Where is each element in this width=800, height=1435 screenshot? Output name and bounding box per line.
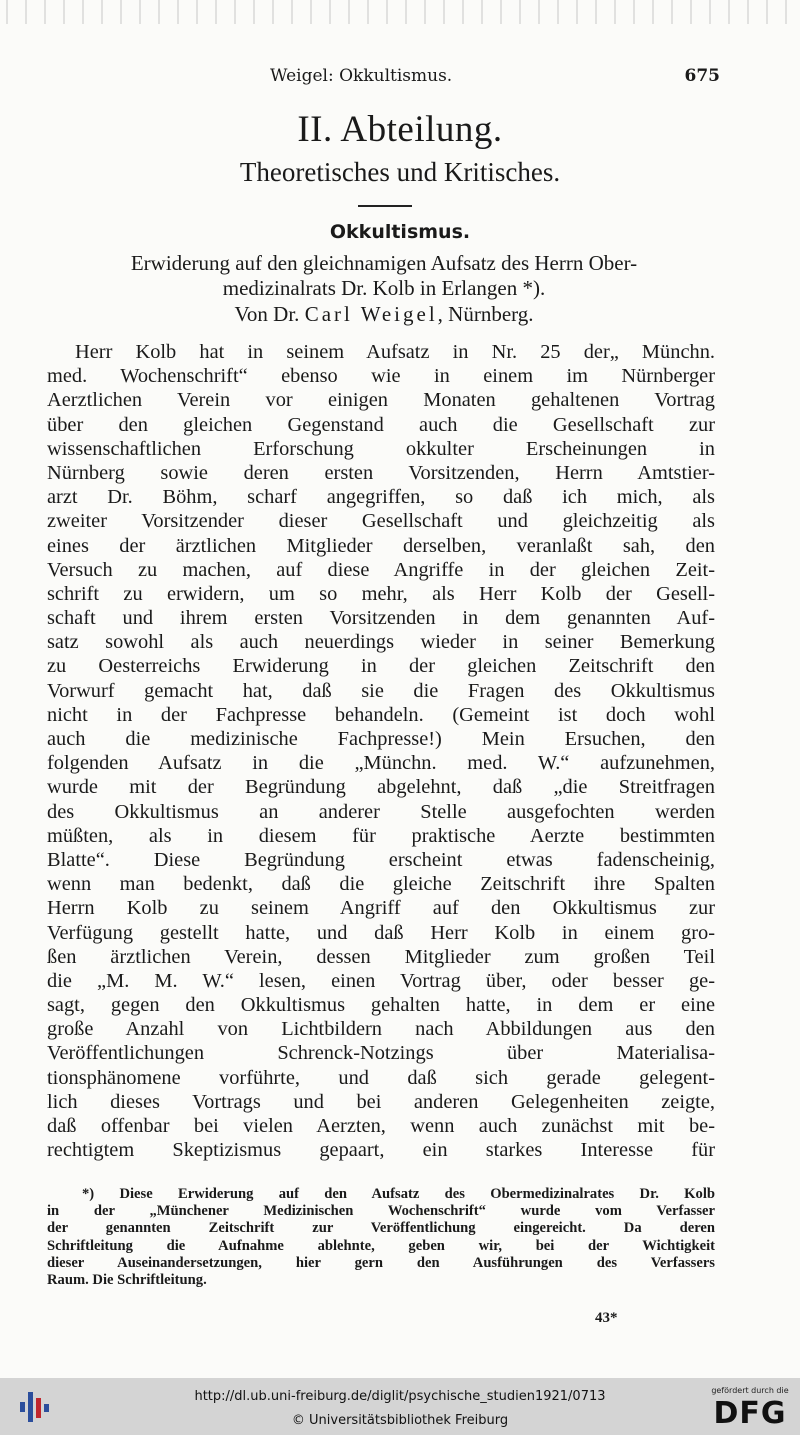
text-line: sagt, gegen den Okkultismus gehalten hatte, in dem er eine bbox=[47, 994, 715, 1017]
dfg-logo: DFG bbox=[713, 1396, 787, 1431]
text-line: lich dieses Vortrags und bei anderen Gelegenheiten zeigte, bbox=[47, 1090, 715, 1113]
article-title: Okkultismus. bbox=[329, 221, 471, 243]
footnote-line: der genannten Zeitschrift zur Veröffentlichung eingereicht. Da deren bbox=[47, 1220, 715, 1237]
copyright-notice: © Universitätsbibliothek Freiburg bbox=[291, 1413, 509, 1428]
text-line: des Okkultismus an anderer Stelle ausgefochten werden bbox=[47, 800, 715, 823]
text-line: Aerztlichen Verein vor einigen Monaten gehaltenen Vortrag bbox=[47, 389, 715, 412]
title-rule bbox=[358, 205, 412, 207]
text-line: ßen ärztlichen Verein, dessen Mitglieder zum großen Teil bbox=[47, 945, 715, 968]
text-line: arzt Dr. Böhm, scharf angegriffen, so daß ich mich, als bbox=[47, 486, 715, 509]
text-line: Verfügung gestellt hatte, und daß Herr Kolb in einem gro- bbox=[47, 921, 715, 944]
article-subtitle bbox=[48, 251, 720, 301]
text-line: über den gleichen Gegenstand auch die Gesellschaft zur bbox=[47, 413, 715, 436]
text-line: Blatte“. Diese Begründung erscheint etwas fadenscheinig, bbox=[47, 848, 715, 871]
footnote-line: *) Diese Erwiderung auf den Aufsatz des Obermedizinalrates Dr. Kolb bbox=[82, 1186, 715, 1202]
funded-by-label: gefördert durch die bbox=[711, 1386, 789, 1395]
author-name: Carl Weigel bbox=[304, 302, 438, 326]
text-line: satz sowohl als auch neuerdings wieder in seiner Bemerkung bbox=[47, 631, 715, 654]
footnote-line: in der „Münchener Medizinischen Wochenschrift“ wurde vom Verfasser bbox=[47, 1203, 715, 1220]
text-line: die „M. M. W.“ lesen, einen Vortrag über, oder besser ge- bbox=[47, 969, 715, 992]
page-number: 675 bbox=[684, 66, 720, 86]
text-line: auch die medizinische Fachpresse!) Mein Ersuchen, den bbox=[47, 728, 715, 750]
subtitle-line: medizinalrats Dr. Kolb in Erlangen *). bbox=[222, 276, 546, 300]
text-line: rechtigtem Skeptizismus gepaart, ein starkes Interesse für bbox=[47, 1139, 715, 1162]
byline-suffix: , Nürnberg. bbox=[437, 302, 534, 326]
body-text bbox=[47, 340, 715, 1162]
footnote-line: Schriftleitung die Aufnahme ablehnte, geben wir, bei der Wichtigkeit bbox=[47, 1237, 715, 1254]
footnote bbox=[47, 1186, 715, 1289]
scan-edge-noise bbox=[0, 0, 800, 24]
text-line: Herrn Kolb zu seinem Angriff auf den Okkultismus zur bbox=[47, 897, 715, 920]
text-line: Veröffentlichungen Schrenck-Notzings über Materialisa- bbox=[47, 1042, 715, 1065]
signature-mark: 43* bbox=[595, 1310, 618, 1326]
running-title: Weigel: Okkultismus. bbox=[270, 66, 453, 86]
text-line: Vorwurf gemacht hat, daß sie die Fragen des Okkultismus bbox=[47, 679, 715, 702]
document-url[interactable]: http://dl.ub.uni-freiburg.de/diglit/psychische_studien1921/0713 bbox=[194, 1389, 606, 1404]
text-line: schaft und ihrem ersten Vorsitzenden in dem genannten Auf- bbox=[47, 607, 715, 630]
byline-prefix: Von Dr. bbox=[234, 302, 300, 326]
footnote-line: dieser Auseinandersetzungen, hier gern den Ausführungen des Verfassers bbox=[47, 1254, 715, 1271]
subtitle-line: Erwiderung auf den gleichnamigen Aufsatz des Herrn Ober- bbox=[130, 251, 638, 275]
text-line: schrift zu erwidern, um so mehr, als Herr Kolb der Gesell- bbox=[47, 582, 715, 605]
text-line: med. Wochenschrift“ ebenso wie in einem im Nürnberger bbox=[47, 365, 715, 388]
text-line: große Anzahl von Lichtbildern nach Abbildungen aus den bbox=[47, 1018, 715, 1041]
text-line: eines der ärztlichen Mitglieder derselben, veranlaßt sah, den bbox=[47, 534, 715, 557]
text-line: Herr Kolb hat in seinem Aufsatz in Nr. 25 der„ Münchn. bbox=[75, 341, 715, 363]
text-line: zu Oesterreichs Erwiderung in der gleichen Zeitschrift den bbox=[47, 655, 715, 678]
text-line: wenn man bedenkt, daß die gleiche Zeitschrift ihre Spalten bbox=[47, 873, 715, 896]
text-line: tionsphänomene vorführte, und daß sich gerade gelegent- bbox=[47, 1066, 715, 1089]
text-line: nicht in der Fachpresse behandeln. (Gemeint ist doch wohl bbox=[47, 703, 715, 726]
text-line: daß offenbar bei vielen Aerzten, wenn auch zunächst mit be- bbox=[47, 1115, 715, 1137]
byline bbox=[48, 302, 720, 327]
text-line: wurde mit der Begründung abgelehnt, daß „die Streitfragen bbox=[47, 776, 715, 799]
text-line: müßten, als in diesem für praktische Aerzte bestimmten bbox=[47, 824, 715, 847]
text-line: wissenschaftlichen Erforschung okkulter Erscheinungen in bbox=[47, 437, 715, 460]
text-line: zweiter Vorsitzender dieser Gesellschaft und gleichzeitig als bbox=[47, 510, 715, 533]
text-line: Nürnberg sowie deren ersten Vorsitzenden, Herrn Amtstier- bbox=[47, 461, 715, 484]
section-title: II. Abteilung. bbox=[297, 109, 503, 150]
section-subtitle: Theoretisches und Kritisches. bbox=[239, 157, 561, 187]
footnote-line: Raum. Die Schriftleitung. bbox=[47, 1271, 207, 1288]
text-line: Versuch zu machen, auf diese Angriffe in der gleichen Zeit- bbox=[47, 558, 715, 581]
text-line: folgenden Aufsatz in die „Münchn. med. W.“ aufzunehmen, bbox=[47, 752, 715, 775]
